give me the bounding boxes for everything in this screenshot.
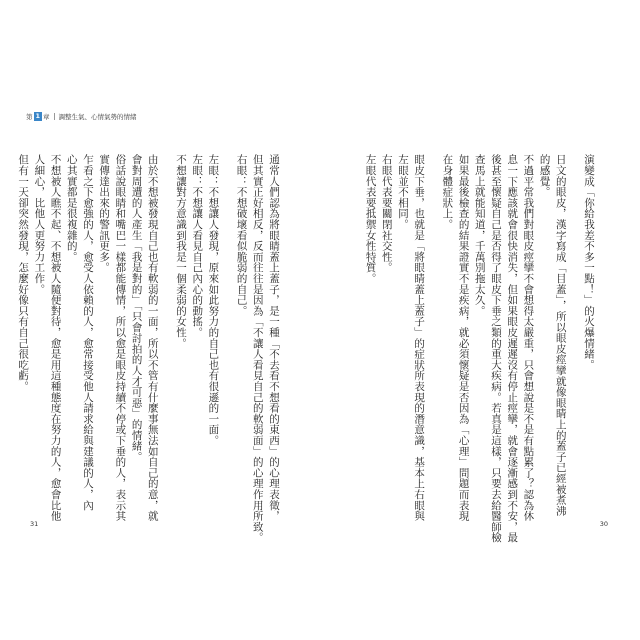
text-column: 不想被人瞧不起、不想被人隨便對待，愈是用這種態度在努力的人，愈會比他 bbox=[49, 154, 62, 522]
text-column: 實傳達出來的警訊更多。 bbox=[98, 154, 111, 273]
text-column: 在身體症狀上。 bbox=[441, 154, 454, 230]
column-gap bbox=[427, 154, 439, 476]
page-number: 31 bbox=[30, 520, 39, 528]
text-column: 的感覺。 bbox=[538, 154, 551, 198]
column-gap bbox=[569, 154, 581, 476]
text-column: 左眼：不想讓人看見自己內心的動搖。 bbox=[191, 154, 204, 338]
text-column: 人細心，比他人更努力工作。 bbox=[33, 154, 46, 295]
column-gap bbox=[221, 154, 233, 476]
text-column: 通常人們認為將眼睛蓋上蓋子，是一種「不去看不想看的東西」的心理表徵， bbox=[268, 154, 280, 522]
text-column: 但有一天卻突然發現，怎麼好像只有自己很吃虧。 bbox=[17, 154, 30, 392]
text-column: 息一下應該就會很快消失，但如果眼皮遲遲沒有停止痙攣，就會逐漸感到不安，最 bbox=[506, 154, 519, 543]
header-divider bbox=[54, 113, 55, 120]
text-column: 如果最後檢查的結果證實不是疾病，就必須懷疑是否因為「心理」問題而表現 bbox=[457, 154, 470, 522]
text-column: 左眼代表要抵禦女性特質。 bbox=[364, 154, 377, 284]
chapter-prefix: 第 bbox=[26, 113, 33, 121]
left-page bbox=[17, 110, 323, 543]
text-column: 不想讓對方意識到我是一個柔弱的女性。 bbox=[174, 154, 187, 349]
column-gap bbox=[161, 154, 173, 476]
text-column: 乍看之下愈強的人，愈受人依賴的人，愈常接受他人請求給與建議的人，內 bbox=[81, 154, 94, 511]
text-column: 查馬上就能知道，千萬別拖太久。 bbox=[473, 154, 486, 316]
text-column: 後甚至懷疑自己是否得了眼皮下垂之類的重大疾病。若真是這樣，只要去給醫師檢 bbox=[489, 154, 502, 543]
chapter-number-badge: 1 bbox=[35, 112, 41, 120]
text-column: 演變成「你給我差不多一點！」的火爆情緒。 bbox=[583, 154, 595, 370]
text-column: 日文的眼皮，漢字寫成「目蓋」，所以眼皮痙攣就像眼睛上的蓋子已經被煮沸 bbox=[554, 154, 567, 516]
text-column: 不過平常我們對眼皮痙攣不會想得太嚴重，只會想說是不是有點累了？認為休 bbox=[522, 154, 535, 522]
text-column: 右眼代表要關閉社交性。 bbox=[380, 154, 393, 273]
page-number: 30 bbox=[599, 520, 608, 528]
chapter-title: 調整生氣、心情氣勢的情緒 bbox=[58, 113, 137, 121]
running-header bbox=[26, 112, 137, 121]
text-column: 由於不想被發現自己也有軟弱的一面，所以不管有什麼事無法如自己的意，就 bbox=[146, 154, 159, 522]
right-page bbox=[322, 110, 614, 543]
text-column: 左眼並不相同。 bbox=[396, 154, 409, 230]
text-column: 左眼：不想讓人發現，原來如此努力的自己也有很遜的一面。 bbox=[207, 154, 220, 446]
text-column: 心其實都是很複雜的。 bbox=[65, 154, 78, 262]
text-column: 會對周遭的人產生「我是對的」「只會討拍的人才可惡」的情緒。 bbox=[130, 154, 143, 462]
text-column: 右眼：不想破壞看似脆弱的自己。 bbox=[235, 154, 248, 316]
right-page-body bbox=[342, 154, 597, 543]
chapter-suffix: 章 bbox=[43, 113, 50, 121]
text-column: 眼皮下垂，也就是「將眼睛蓋上蓋子」的症狀所表現的潛意識，基本上右眼與 bbox=[413, 154, 426, 522]
text-column: 俗話說眼睛和嘴巴一樣都能傳情，所以愈是眼皮持續不停或下垂的人，表示其 bbox=[114, 154, 127, 522]
text-column: 但其實正好相反，反而往往是因為「不讓人看見自己的軟弱面」的心理作用所致。 bbox=[251, 154, 264, 543]
